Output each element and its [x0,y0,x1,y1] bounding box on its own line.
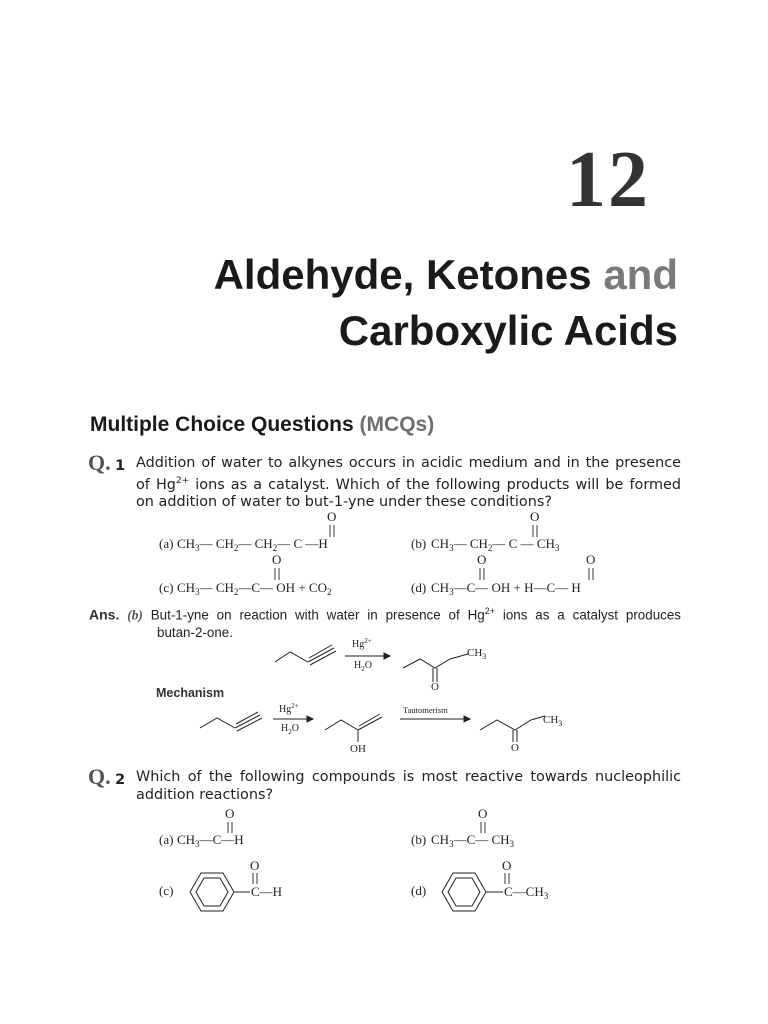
arrow-head [307,716,313,722]
triple-bond [308,648,334,662]
enol-oh-label: OH [350,743,366,755]
chapter-title-line1 [213,251,678,298]
q1-option-d-formula: $CH_3—C—$ OH + H—C— H [431,580,581,597]
oxygen-label: O [431,681,439,690]
q1-hg: of Hg [136,476,176,493]
mechanism-scheme [195,700,575,760]
methyl-label: $CH_3$ [467,647,487,661]
q1-hg-charge: 2+ [175,475,190,486]
q2-option-a-label: (a) [159,832,174,847]
q2-option-a-formula: $CH_3—C—H$ [177,832,244,849]
q2-option-d-oxygen: O [502,858,512,873]
q2-option-b-formula: $CH_3—C—$ $CH_3$ [431,832,515,849]
q1-text-line2-rest: ions as a catalyst. Which of the following products will be formed [189,476,681,493]
chapter-number: 12 [566,136,650,224]
benzene-ring-d [442,873,486,911]
q2-option-a-oxygen: O [225,806,235,821]
section-heading-abbr: (MCQs) [359,413,435,436]
q1-options-structures [150,505,670,600]
chapter-title-and: and [603,251,678,298]
mech-methyl-label: $CH_3$ [543,714,563,728]
butyne-chain [275,652,308,662]
triple-bond [310,651,336,665]
benzene-inner-ring-d [448,878,480,906]
q1-option-c-formula: $CH_3—$ $CH_2—C—$ OH + $CO_2$ [177,580,332,597]
q1-text-line2 [136,473,681,494]
q2-option-c-label: (c) [159,883,174,898]
answer-label: Ans. [89,606,120,623]
q1-option-c-oxygen: O [272,552,282,567]
water-label: $H_2O$ [354,660,372,673]
enol-chain [325,720,358,730]
answer-text-rest: ions as a catalyst produces [494,607,681,623]
catalyst-label: $Hg^{2+}$ [352,637,372,650]
q1-answer-line1 [89,602,681,624]
chapter-title-line2: Carboxylic Acids [338,307,678,354]
q1-marker [88,450,125,476]
q1-answer-line2: butan-2-one. [157,625,233,641]
q1-option-d-oxygen2: O [586,552,596,567]
q2-option-b-oxygen: O [478,806,488,821]
q1-option-a-label: (a) [159,536,174,551]
answer-option: (b) [127,607,143,623]
q2-option-d-label: (d) [411,883,427,898]
q2-text-line2: addition reactions? [136,786,274,803]
mech-butyne-chain [200,718,235,728]
benzene-inner-ring-c [196,878,228,906]
q2-text [136,769,681,804]
q2-options-structures [150,805,580,920]
butanone-chain [403,654,468,668]
q1-option-d-oxygen1: O [477,552,487,567]
answer-hg-charge: 2+ [484,606,495,616]
q2-option-d-group: $C—CH_3$ [504,884,549,901]
q1-text [136,455,681,511]
q1-option-c-label: (c) [159,580,174,595]
q1-option-a-oxygen: O [327,509,337,524]
q1-option-d-label: (d) [411,580,427,595]
q1-option-b-oxygen: O [530,509,540,524]
answer-reaction-scheme [270,632,510,690]
benzene-ring-c [190,873,234,911]
question-mark-label: Q. [88,450,111,475]
q1-option-b-label: (b) [411,536,427,551]
q1-option-b-formula: $CH_3—$ $CH_2—$ C — $CH_3$ [431,536,560,553]
mech-catalyst-label: $Hg^{2+}$ [279,702,299,715]
question-number: 2 [115,772,126,788]
answer-text: But-1-yne on reaction with water in presence of Hg [150,607,485,623]
question-mark-label: Q. [88,764,111,789]
q2-option-c-group: C—H [251,884,283,899]
arrow-head [384,653,390,659]
q1-text-line3: on addition of water to but-1-yne under these conditions? [136,493,552,510]
q2-option-b-label: (b) [411,832,427,847]
mech-oxygen-label: O [511,742,519,754]
section-heading [90,413,434,437]
mech-water-label: $H_2O$ [281,723,299,736]
question-number: 1 [115,458,126,474]
enol-double-bond [358,717,382,730]
q1-option-a-formula: $CH_3—$ $CH_2—$ $CH_2—$ C —H [177,536,328,553]
section-heading-main: Multiple Choice Questions [90,413,354,436]
mechanism-label: Mechanism [156,686,225,700]
chapter-title-main: Aldehyde, Ketones [213,251,592,298]
arrow-head [464,716,470,722]
tautomerism-label: Tautomerism [403,705,448,715]
q2-text-line1: Which of the following compounds is most reactive towards nucleophilic [136,769,681,785]
q2-marker [88,764,125,790]
mech-butanone-chain [480,716,545,730]
q2-option-c-oxygen: O [250,858,260,873]
q1-text-line1: Addition of water to alkynes occurs in acidic medium and in the presence [136,455,681,471]
